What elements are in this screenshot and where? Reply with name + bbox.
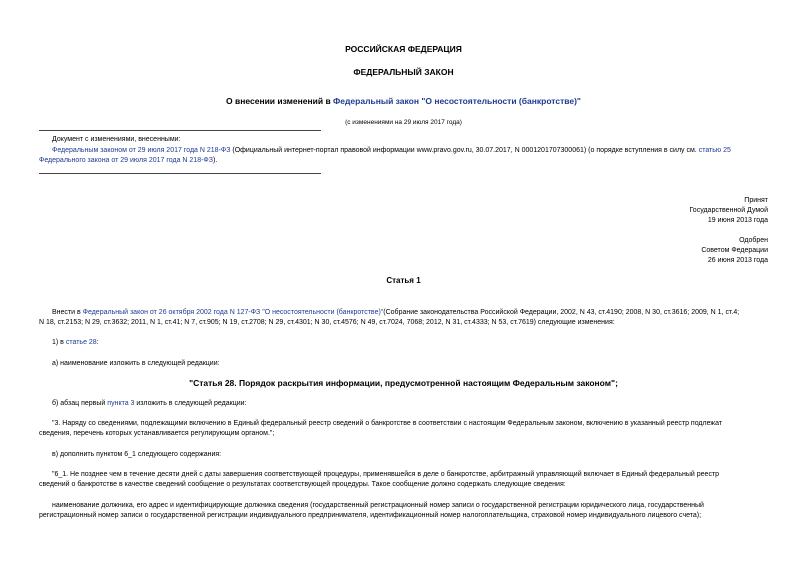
article1-heading: Статья 1 — [386, 276, 421, 285]
quote3-line1: "3. Наряду со сведениями, подлежащими включению в Единый федеральный реестр сведений о банкротстве в соответствии с настоящим Федеральным законом, включению в указанный реестр подлежат — [52, 420, 723, 427]
item-v: в) дополнить пунктом 6_1 следующего содержания: — [52, 451, 222, 458]
adoption-approved-date: 26 июня 2013 года — [707, 257, 768, 264]
adoption-approved-by: Советом Федерации — [701, 247, 768, 254]
item-b-link-point3[interactable]: пункта 3 — [107, 400, 135, 407]
changes-text1: (Официальный интернет-портал правовой информации www.pravo.gov.ru, 30.07.2017, N 0001201707300061) (о порядке вступления в силу см. — [230, 147, 699, 154]
quote61-line2: сведений о банкротстве в качестве сведений сообщение о результатах соответствующей процедуры. Такое сообщение должно содержать следующие сведения: — [39, 481, 566, 488]
changes-link-218fz[interactable]: Федеральным законом от 29 июля 2017 года N 218-ФЗ — [52, 147, 231, 154]
intro-law-link[interactable]: Федеральный закон от 26 октября 2002 года N 127-ФЗ "О несостоятельности (банкротстве)" — [82, 309, 384, 316]
adoption-accepted-by: Государственной Думой — [689, 207, 768, 214]
item-b-suffix: изложить в следующей редакции: — [134, 400, 247, 407]
country-heading: РОССИЙСКАЯ ФЕДЕРАЦИЯ — [345, 44, 462, 54]
law-title — [0, 96, 807, 106]
item1 — [52, 338, 99, 348]
item-a: а) наименование изложить в следующей редакции: — [52, 360, 220, 367]
revision-note: (с изменениями на 29 июля 2017 года) — [345, 119, 462, 126]
item-b — [52, 399, 247, 409]
changes-text2: ). — [212, 157, 218, 164]
debtor-info-line2: регистрационный номер записи о государственной регистрации индивидуального предпринимателя, идентификационный номер налогоплательщика, страховой номер индивидуального лицевого счета); — [39, 512, 702, 519]
item1-prefix: 1) в — [52, 339, 66, 346]
changes-link-article25[interactable]: статью 25 — [698, 147, 731, 154]
law-title-link[interactable]: Федеральный закон "О несостоятельности (банкротстве)" — [333, 96, 581, 106]
changes-line1 — [52, 146, 772, 156]
law-title-prefix: О внесении изменений в — [226, 96, 334, 106]
article1-intro-line1 — [52, 308, 772, 318]
adoption-accepted-date: 19 июня 2013 года — [707, 217, 768, 224]
law-type-heading: ФЕДЕРАЛЬНЫЙ ЗАКОН — [353, 67, 454, 77]
new-article28-title: "Статья 28. Порядок раскрытия информации, предусмотренной настоящим Федеральным законом"; — [189, 378, 618, 388]
changes-intro: Документ с изменениями, внесенными: — [52, 136, 181, 143]
debtor-info-line1: наименование должника, его адрес и идентифицирующие должника сведения (государственный регистрационный номер записи о государственной регистрации юридического лица, государственный — [52, 502, 704, 509]
adoption-approved: Одобрен — [739, 237, 768, 244]
adoption-accepted: Принят — [744, 197, 768, 204]
quote61-line1: "6_1. Не позднее чем в течение десяти дней с даты завершения соответствующей процедуры, применявшейся в деле о банкротстве, арбитражный управляющий включает в Единый федеральный реестр — [52, 471, 720, 478]
bottom-divider — [39, 173, 321, 174]
changes-line2 — [39, 156, 759, 166]
intro-text1: (Собрание законодательства Российской Федерации, 2002, N 43, ст.4190; 2008, N 30, ст.3616; 2009, N 1, ст.4; — [383, 309, 740, 316]
changes-link-law[interactable]: Федерального закона от 29 июля 2017 года N 218-ФЗ — [39, 157, 213, 164]
intro-prefix: Внести в — [52, 309, 83, 316]
top-divider — [39, 130, 321, 131]
item-b-prefix: б) абзац первый — [52, 400, 108, 407]
item1-suffix: : — [96, 339, 99, 346]
article1-intro-line2: N 18, ст.2153; N 29, ст.3632; 2011, N 1, ст.41; N 7, ст.905; N 19, ст.2708; N 29, ст.4301; N 30, ст.4576; N 49, ст.7024, 7068; 2012, N 31, ст.4333; N 53, ст.7619) следующие изменения: — [39, 319, 615, 326]
quote3-line2: сведения, перечень которых устанавливается регулирующим органом."; — [39, 430, 275, 437]
item1-link-article28[interactable]: статье 28 — [65, 339, 97, 346]
